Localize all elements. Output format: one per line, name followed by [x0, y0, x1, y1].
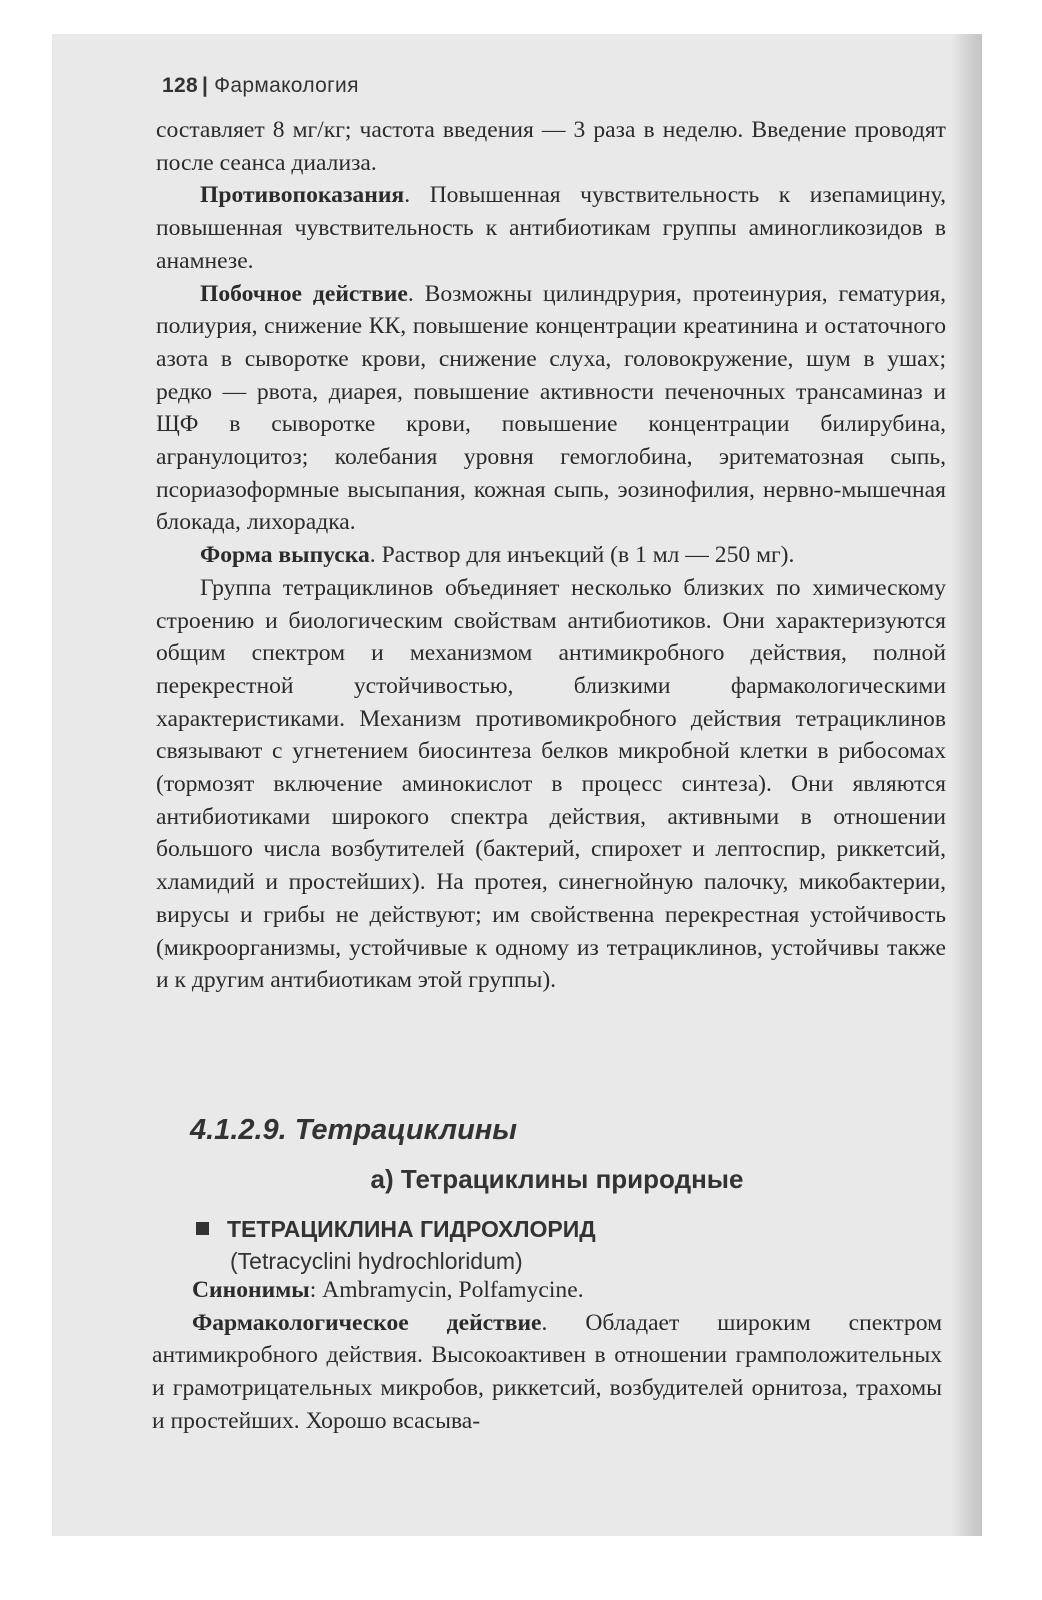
drug-name: ТЕТРАЦИКЛИНА ГИДРОХЛОРИД [227, 1216, 596, 1242]
page-number: 128 [162, 74, 198, 97]
page-scan [52, 34, 982, 1536]
paragraph-dosage: составляет 8 мг/кг; частота введения — 3 раза в неделю. Введение проводят после сеанса диализа. [156, 117, 946, 176]
drug-title [196, 1216, 596, 1243]
synonyms-label: Синонимы [192, 1277, 310, 1303]
section-heading: 4.1.2.9. Тетрациклины [190, 1114, 518, 1146]
side-effects-label: Побочное действие [200, 280, 408, 307]
release-form-text: . Раствор для инъекций (в 1 мл — 250 мг). [369, 542, 795, 569]
square-bullet-icon [196, 1222, 209, 1235]
pharm-action-text: . Обладает широким спектром антимикробного действия. Высокоактивен в отношении грамположительных и грамотрицательных микробов, риккетсий, возбудителей орнитоза, трахомы и простейших. Хорошо всасыва- [152, 1309, 942, 1434]
paragraph-synonyms [152, 1274, 942, 1307]
running-head-separator: | [201, 74, 209, 97]
side-effects-text: . Возможны цилиндрурия, протеинурия, гематурия, полиурия, снижение КК, повышение концентрации креатинина и остаточного азота в сыворотке крови, снижение слуха, головокружение, шум в ушах; редко — рвота, диарея, повышение активности печеночных трансаминаз и ЩФ в сыворотке крови, повышение концентрации билирубина, агранулоцитоз; колебания уровня гемоглобина, эритематозная сыпь, псориазоформные высыпания, кожная сыпь, эозинофилия, нервно-мышечная блокада, лихорадка. [156, 280, 946, 536]
contraindications-text: . Повышенная чувствительность к изепамицину, повышенная чувствительность к антибиотикам группы аминогликозидов в анамнезе. [156, 182, 946, 274]
paragraph-side-effects [156, 278, 946, 540]
paragraph-release-form [156, 539, 946, 572]
drug-text [152, 1274, 942, 1438]
paragraph-tetracyclines-group: Группа тетрациклинов объединяет несколько близких по химическому строению и биологическим свойствам антибиотиков. Они характеризуются общим спектром и механизмом антимикробного действия, полной перекрестной устойчивостью, близкими фармакологическими характеристиками. Механизм противомикробного действия тетрациклинов связывают с угнетением биосинтеза белков микробной клетки в рибосомах (тормозят включение аминокислот в процесс синтеза). Они являются антибиотиками широкого спектра действия, активными в отношении большого числа возбутителей (бактерий, спирохет и лептоспир, риккетсий, хламидий и простейших). На протея, синегнойную палочку, микобактерии, вирусы и грибы не действуют; им свойственна перекрестная устойчивость (микроорганизмы, устойчивые к одному из тетрациклинов, устойчивы также и к другим антибиотикам этой группы). [156, 574, 946, 994]
running-head [162, 74, 359, 98]
paragraph-contraindications [156, 179, 946, 277]
paragraph-pharm-action [152, 1307, 942, 1438]
running-head-title: Фармакология [214, 74, 359, 97]
synonyms-text: : Ambramycin, Polfamycine. [309, 1277, 584, 1303]
contraindications-label: Противопоказания [200, 182, 405, 209]
pharm-action-label: Фармакологическое действие [192, 1309, 542, 1336]
release-form-label: Форма выпуска [200, 542, 370, 569]
drug-latin-name: (Tetracyclini hydrochloridum) [230, 1248, 523, 1274]
main-text [156, 114, 946, 997]
sub-heading: а) Тетрациклины природные [370, 1164, 744, 1194]
page-gutter-shadow [952, 34, 982, 1536]
